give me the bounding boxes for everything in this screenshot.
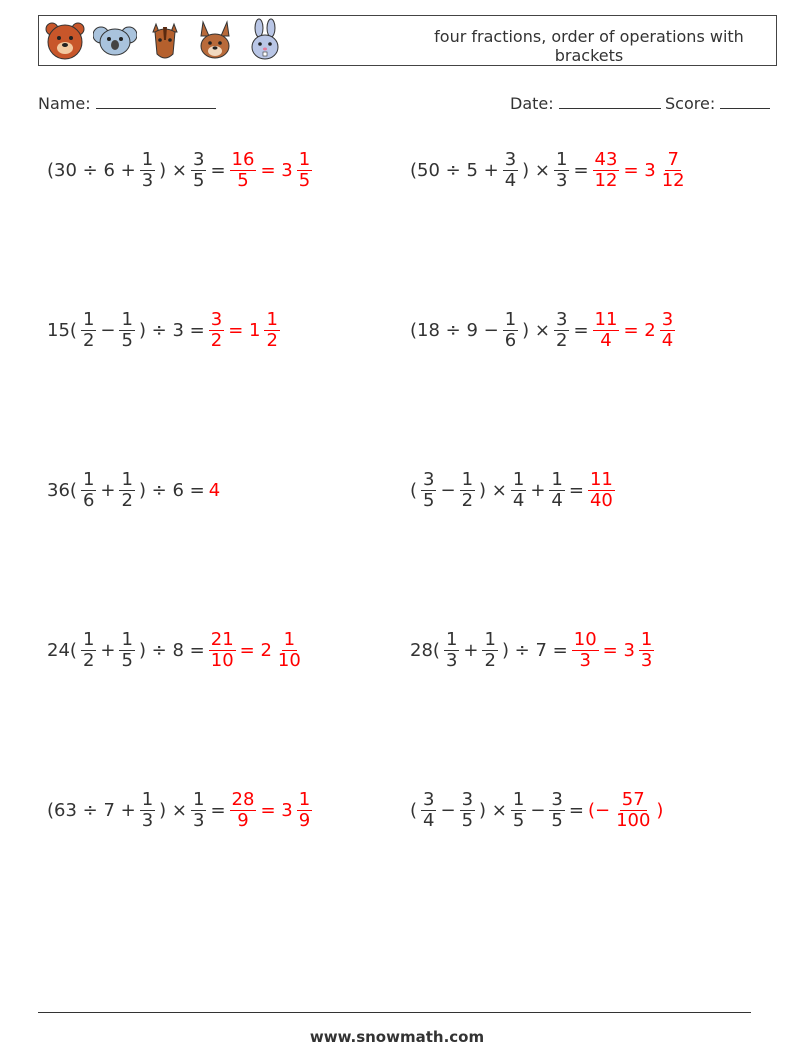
answer-fraction xyxy=(593,150,620,191)
denominator: 100 xyxy=(616,809,651,831)
expression-text: 36( xyxy=(47,479,77,501)
expression-text: = xyxy=(210,159,226,181)
fraction xyxy=(421,470,436,511)
numerator: 21 xyxy=(210,628,234,650)
denominator: 4 xyxy=(423,809,435,831)
numerator: 1 xyxy=(283,628,296,650)
denominator: 10 xyxy=(210,649,234,671)
expression-text: − xyxy=(100,319,116,341)
numerator: 1 xyxy=(121,468,133,490)
expression-text: 15( xyxy=(47,319,77,341)
worksheet-header xyxy=(38,15,777,66)
date-label: Date: xyxy=(510,94,554,113)
denominator: 2 xyxy=(484,649,496,671)
numerator: 1 xyxy=(298,788,311,810)
expression-text: ) ÷ 8 = xyxy=(138,639,205,661)
expression-text: = xyxy=(573,159,589,181)
expression-text: + xyxy=(100,479,116,501)
expression-text: ) ÷ 6 = xyxy=(138,479,205,501)
fraction xyxy=(81,470,96,511)
expression-text: + xyxy=(100,639,116,661)
answer-fraction xyxy=(588,470,615,511)
expression-text: − xyxy=(440,479,456,501)
denominator: 3 xyxy=(556,169,568,191)
denominator: 2 xyxy=(266,329,278,351)
horse-icon xyxy=(143,18,187,62)
answer-text: = 3 xyxy=(602,639,635,661)
expression-text: = xyxy=(568,479,584,501)
score-blank xyxy=(720,94,770,109)
problem-item xyxy=(408,145,689,195)
answer-fraction xyxy=(230,150,257,191)
denominator: 5 xyxy=(461,809,474,831)
denominator: 4 xyxy=(600,329,612,351)
denominator: 4 xyxy=(512,489,525,511)
numerator: 1 xyxy=(298,148,311,170)
answer-fraction xyxy=(297,150,312,191)
denominator: 2 xyxy=(556,329,568,351)
answer-text: = 3 xyxy=(623,159,656,181)
fraction xyxy=(119,630,134,671)
answer-fraction xyxy=(230,790,257,831)
denominator: 4 xyxy=(551,489,563,511)
fraction xyxy=(81,630,96,671)
answer-text: (− xyxy=(587,799,611,821)
numerator: 11 xyxy=(589,468,613,490)
numerator: 1 xyxy=(484,628,496,650)
expression-text: = xyxy=(568,799,584,821)
denominator: 5 xyxy=(121,649,133,671)
answer-fraction xyxy=(593,310,620,351)
expression-text: 24( xyxy=(47,639,77,661)
expression-text: (63 ÷ 7 + xyxy=(47,799,136,821)
worksheet-title: four fractions, order of operations with brackets xyxy=(434,27,744,65)
expression-text: ) × xyxy=(159,799,187,821)
name-label: Name: xyxy=(38,94,91,113)
problem-item xyxy=(45,785,314,835)
fraction xyxy=(554,310,569,351)
fraction xyxy=(503,310,518,351)
answer-text: = 2 xyxy=(623,319,656,341)
denominator: 4 xyxy=(661,329,674,351)
fraction xyxy=(444,630,459,671)
numerator: 3 xyxy=(193,148,205,170)
fraction xyxy=(511,470,526,511)
rabbit-icon xyxy=(243,18,287,62)
fraction xyxy=(140,150,155,191)
fraction xyxy=(511,790,526,831)
denominator: 9 xyxy=(237,809,249,831)
expression-text: = xyxy=(573,319,589,341)
expression-text: (18 ÷ 9 − xyxy=(410,319,499,341)
expression-text: (50 ÷ 5 + xyxy=(410,159,499,181)
denominator: 3 xyxy=(193,809,205,831)
answer-fraction xyxy=(614,790,652,831)
numerator: 1 xyxy=(82,468,95,490)
answer-fraction xyxy=(660,310,675,351)
expression-text: ) × xyxy=(479,799,507,821)
answer-fraction xyxy=(264,310,279,351)
answer-fraction xyxy=(639,630,654,671)
problem-item xyxy=(408,305,677,355)
numerator: 28 xyxy=(231,788,255,810)
answer-text: 4 xyxy=(208,479,221,501)
problem-item xyxy=(45,625,305,675)
denominator: 5 xyxy=(121,329,133,351)
expression-text: ) ÷ 3 = xyxy=(138,319,205,341)
footer-site: www.snowmath.com xyxy=(309,1028,485,1046)
fraction xyxy=(460,790,475,831)
problem-item xyxy=(45,465,222,515)
answer-text: ) xyxy=(656,799,664,821)
bear-icon xyxy=(43,18,87,62)
koala-icon xyxy=(93,18,137,62)
numerator: 1 xyxy=(141,148,154,170)
expression-text: ( xyxy=(410,479,418,501)
problem-item xyxy=(408,465,617,515)
numerator: 11 xyxy=(594,308,618,330)
answer-fraction xyxy=(572,630,599,671)
problem-item xyxy=(408,625,656,675)
fraction xyxy=(421,790,436,831)
score-label: Score: xyxy=(665,94,716,113)
expression-text: ) × xyxy=(522,159,550,181)
fraction xyxy=(140,790,155,831)
numerator: 1 xyxy=(504,308,517,330)
numerator: 1 xyxy=(551,468,563,490)
fraction xyxy=(81,310,96,351)
numerator: 1 xyxy=(445,628,458,650)
denominator: 3 xyxy=(445,649,458,671)
denominator: 2 xyxy=(82,649,95,671)
expression-text: + xyxy=(530,479,546,501)
answer-fraction xyxy=(660,150,687,191)
denominator: 2 xyxy=(210,329,223,351)
denominator: 9 xyxy=(298,809,311,831)
denominator: 2 xyxy=(82,329,95,351)
numerator: 1 xyxy=(121,628,133,650)
denominator: 5 xyxy=(423,489,435,511)
fraction xyxy=(191,790,206,831)
numerator: 3 xyxy=(551,788,563,810)
numerator: 3 xyxy=(423,788,435,810)
denominator: 40 xyxy=(589,489,613,511)
numerator: 1 xyxy=(461,468,474,490)
expression-text: + xyxy=(463,639,479,661)
fraction xyxy=(119,310,134,351)
numerator: 43 xyxy=(594,148,618,170)
numerator: 1 xyxy=(512,788,525,810)
expression-text: ) × xyxy=(479,479,507,501)
expression-text: ( xyxy=(410,799,418,821)
animal-icons xyxy=(43,18,287,62)
footer-divider xyxy=(38,1012,751,1013)
fraction xyxy=(549,790,564,831)
numerator: 1 xyxy=(82,308,95,330)
dog-icon xyxy=(193,18,237,62)
numerator: 3 xyxy=(504,148,517,170)
expression-text: 28( xyxy=(410,639,440,661)
expression-text: = xyxy=(210,799,226,821)
denominator: 3 xyxy=(141,809,154,831)
answer-fraction xyxy=(276,630,303,671)
denominator: 5 xyxy=(193,169,205,191)
expression-text: ) ÷ 7 = xyxy=(501,639,568,661)
denominator: 12 xyxy=(661,169,685,191)
denominator: 6 xyxy=(82,489,95,511)
numerator: 1 xyxy=(141,788,154,810)
answer-text: = 2 xyxy=(239,639,272,661)
fraction xyxy=(549,470,564,511)
numerator: 1 xyxy=(556,148,568,170)
numerator: 16 xyxy=(231,148,255,170)
fraction xyxy=(554,150,569,191)
denominator: 5 xyxy=(551,809,563,831)
answer-text: = 1 xyxy=(228,319,261,341)
numerator: 57 xyxy=(621,788,645,810)
fraction xyxy=(482,630,497,671)
numerator: 1 xyxy=(512,468,525,490)
denominator: 3 xyxy=(579,649,591,671)
denominator: 3 xyxy=(141,169,154,191)
denominator: 5 xyxy=(298,169,311,191)
numerator: 3 xyxy=(556,308,568,330)
numerator: 1 xyxy=(640,628,653,650)
numerator: 1 xyxy=(266,308,278,330)
denominator: 3 xyxy=(640,649,653,671)
problem-item xyxy=(408,785,665,835)
fraction xyxy=(191,150,206,191)
denominator: 4 xyxy=(504,169,517,191)
answer-fraction xyxy=(209,310,224,351)
date-blank xyxy=(559,94,661,109)
problem-item xyxy=(45,305,282,355)
denominator: 5 xyxy=(512,809,525,831)
answer-text: = 3 xyxy=(260,799,293,821)
score-field xyxy=(665,94,770,113)
numerator: 3 xyxy=(210,308,223,330)
problem-item xyxy=(45,145,314,195)
answer-text: = 3 xyxy=(260,159,293,181)
answer-fraction xyxy=(297,790,312,831)
expression-text: − xyxy=(440,799,456,821)
numerator: 3 xyxy=(423,468,435,490)
expression-text: ) × xyxy=(522,319,550,341)
denominator: 2 xyxy=(121,489,133,511)
fraction xyxy=(503,150,518,191)
expression-text: − xyxy=(530,799,546,821)
denominator: 12 xyxy=(594,169,618,191)
fraction xyxy=(119,470,134,511)
numerator: 1 xyxy=(82,628,95,650)
answer-fraction xyxy=(209,630,236,671)
numerator: 3 xyxy=(461,788,474,810)
name-blank xyxy=(96,94,216,109)
numerator: 3 xyxy=(661,308,674,330)
denominator: 6 xyxy=(504,329,517,351)
numerator: 10 xyxy=(573,628,597,650)
numerator: 1 xyxy=(193,788,205,810)
denominator: 10 xyxy=(277,649,301,671)
fraction xyxy=(460,470,475,511)
name-field xyxy=(38,94,216,113)
expression-text: ) × xyxy=(159,159,187,181)
denominator: 5 xyxy=(237,169,249,191)
date-field xyxy=(510,94,661,113)
numerator: 1 xyxy=(121,308,133,330)
expression-text: (30 ÷ 6 + xyxy=(47,159,136,181)
numerator: 7 xyxy=(667,148,679,170)
denominator: 2 xyxy=(461,489,474,511)
